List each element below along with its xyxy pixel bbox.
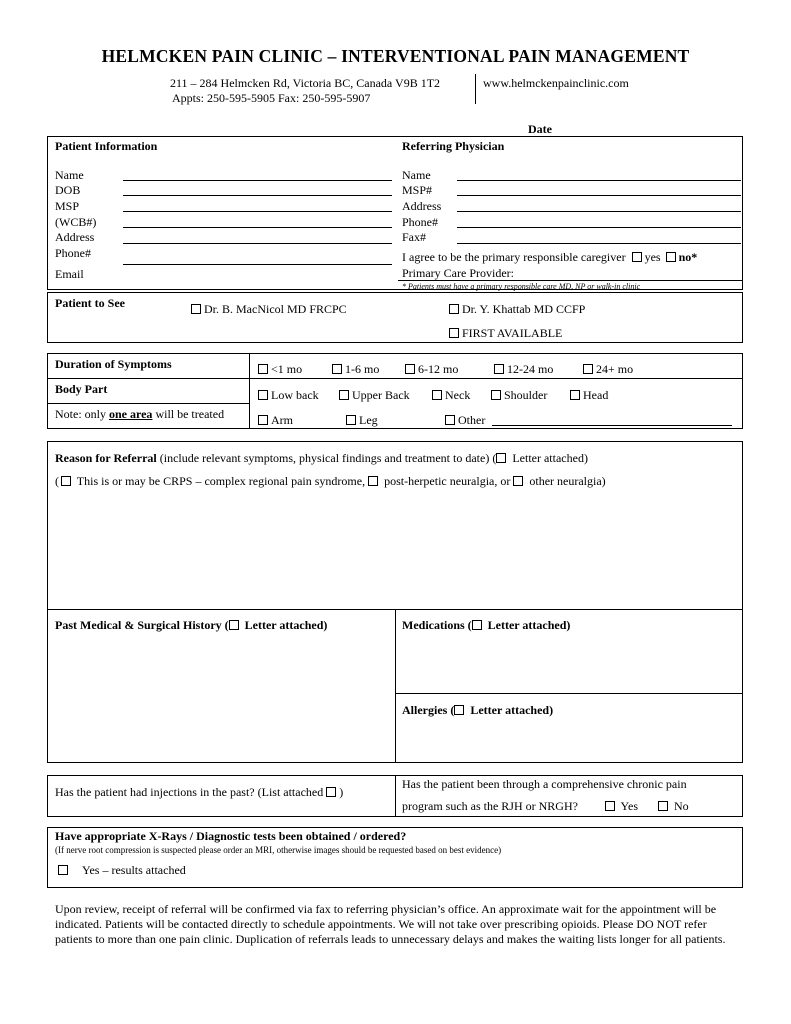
duration-checkbox[interactable] bbox=[494, 364, 504, 374]
body-checkbox[interactable] bbox=[339, 390, 349, 400]
body-label: Leg bbox=[359, 413, 378, 427]
patient-name-field[interactable] bbox=[123, 180, 392, 181]
body-neck bbox=[432, 388, 470, 403]
allergies-text: Allergies ( bbox=[402, 703, 455, 717]
patient-phone-label: Phone# bbox=[55, 246, 91, 260]
caregiver-no-label: no* bbox=[678, 250, 698, 264]
patient-physician-section bbox=[47, 136, 743, 290]
note-text: Note: only bbox=[55, 407, 109, 421]
body-checkbox[interactable] bbox=[570, 390, 580, 400]
duration-checkbox[interactable] bbox=[258, 364, 268, 374]
xray-checkbox[interactable] bbox=[58, 865, 68, 875]
physician-msp-field[interactable] bbox=[457, 195, 741, 196]
duration-1-6 bbox=[332, 362, 379, 377]
medications-checkbox[interactable] bbox=[472, 620, 482, 630]
reason-letter-label: Letter attached) bbox=[509, 451, 588, 465]
physician-address-field[interactable] bbox=[457, 211, 741, 212]
physician-name-label: Name bbox=[402, 168, 431, 182]
crps-label: This is or may be CRPS – complex regional pain syndrome, bbox=[74, 474, 366, 488]
body-checkbox[interactable] bbox=[491, 390, 501, 400]
xray-option bbox=[58, 863, 186, 878]
body-checkbox[interactable] bbox=[432, 390, 442, 400]
duration-label: <1 mo bbox=[271, 362, 303, 376]
duration-heading: Duration of Symptoms bbox=[55, 357, 172, 371]
reason-desc: (include relevant symptoms, physical findings and treatment to date) ( bbox=[156, 451, 497, 465]
letter-attached-label: Letter attached) bbox=[467, 703, 554, 717]
program-no-checkbox[interactable] bbox=[658, 801, 668, 811]
duration-12-24 bbox=[494, 362, 553, 377]
physician-msp-label: MSP# bbox=[402, 183, 433, 197]
injections-question bbox=[55, 785, 343, 800]
patient-address-field[interactable] bbox=[123, 243, 392, 244]
crps-checkbox[interactable] bbox=[61, 476, 71, 486]
reason-crps-line bbox=[55, 474, 606, 489]
phn-label: post-herpetic neuralgia, or bbox=[381, 474, 511, 488]
patient-to-see-section bbox=[47, 292, 743, 343]
caregiver-note: * Patients must have a primary responsible care MD, NP or walk-in clinic bbox=[402, 282, 641, 291]
divider bbox=[47, 403, 249, 404]
patient-wcb-field[interactable] bbox=[123, 227, 392, 228]
body-label: Shoulder bbox=[504, 388, 548, 402]
body-checkbox[interactable] bbox=[346, 415, 356, 425]
clinic-website[interactable]: www.helmckenpainclinic.com bbox=[483, 76, 629, 90]
program-question-1: Has the patient been through a comprehensive chronic pain bbox=[402, 777, 687, 791]
divider bbox=[395, 693, 743, 694]
patient-msp-label: MSP bbox=[55, 199, 80, 213]
patient-address-label: Address bbox=[55, 230, 95, 244]
body-checkbox[interactable] bbox=[258, 415, 268, 425]
caregiver-yes-checkbox[interactable] bbox=[632, 252, 642, 262]
patient-dob-field[interactable] bbox=[123, 195, 392, 196]
physician-heading: Referring Physician bbox=[402, 139, 505, 153]
paren: ( bbox=[55, 474, 59, 488]
body-label: Low back bbox=[271, 388, 319, 402]
caregiver-yes-label: yes bbox=[644, 250, 661, 264]
divider bbox=[249, 353, 250, 429]
body-part-note bbox=[55, 407, 224, 422]
phn-checkbox[interactable] bbox=[368, 476, 378, 486]
duration-label: 1-6 mo bbox=[345, 362, 380, 376]
macnicol-label: Dr. B. MacNicol MD FRCPC bbox=[204, 302, 347, 316]
patient-msp-field[interactable] bbox=[123, 211, 392, 212]
body-arm bbox=[258, 413, 293, 428]
option-macnicol bbox=[191, 302, 347, 317]
footer-notice: Upon review, receipt of referral will be confirmed via fax to referring physician’s office. An approximate wait for the appointment will be indicated. Patients will be contacted directly to schedule appointments. We will not take over prescribing opioids. Please DO NOT refer patients to more than one pain clinic. Duplication of referrals leads to unnecessary delays and makes the waiting lists longer for all patients. bbox=[55, 902, 726, 946]
neuralgia-label: other neuralgia) bbox=[526, 474, 606, 488]
header-divider bbox=[475, 74, 476, 104]
xray-heading: Have appropriate X-Rays / Diagnostic tests been obtained / ordered? bbox=[55, 829, 407, 843]
duration-label: 24+ mo bbox=[596, 362, 634, 376]
divider bbox=[395, 775, 396, 817]
duration-24-plus bbox=[583, 362, 633, 377]
allergies-checkbox[interactable] bbox=[454, 705, 464, 715]
macnicol-checkbox[interactable] bbox=[191, 304, 201, 314]
paren: ) bbox=[339, 785, 344, 799]
medications-text: Medications ( bbox=[402, 618, 472, 632]
patient-email-label: Email bbox=[55, 267, 84, 281]
physician-phone-field[interactable] bbox=[457, 227, 741, 228]
first-available-checkbox[interactable] bbox=[449, 328, 459, 338]
allergies-heading bbox=[402, 703, 553, 718]
note-emphasis: one area bbox=[109, 407, 153, 421]
past-history-checkbox[interactable] bbox=[229, 620, 239, 630]
patient-phone-field[interactable] bbox=[123, 264, 392, 265]
duration-checkbox[interactable] bbox=[405, 364, 415, 374]
body-part-heading: Body Part bbox=[55, 382, 108, 396]
option-first-available bbox=[449, 326, 562, 341]
body-label: Other bbox=[458, 413, 486, 427]
patient-wcb-label: (WCB#) bbox=[55, 215, 97, 229]
duration-less-1 bbox=[258, 362, 302, 377]
physician-phone-label: Phone# bbox=[402, 215, 438, 229]
duration-6-12 bbox=[405, 362, 458, 377]
neuralgia-checkbox[interactable] bbox=[513, 476, 523, 486]
page-title: HELMCKEN PAIN CLINIC – INTERVENTIONAL PAIN MANAGEMENT bbox=[101, 46, 690, 66]
note-text: will be treated bbox=[152, 407, 225, 421]
khattab-label: Dr. Y. Khattab MD CCFP bbox=[462, 302, 586, 316]
program-text: program such as the RJH or NRGH? bbox=[402, 799, 578, 813]
physician-fax-field[interactable] bbox=[457, 243, 741, 244]
injections-text: Has the patient had injections in the past? (List attached bbox=[55, 785, 324, 799]
letter-attached-label: Letter attached) bbox=[241, 618, 328, 632]
medications-heading bbox=[402, 618, 570, 633]
duration-checkbox[interactable] bbox=[583, 364, 593, 374]
injections-checkbox[interactable] bbox=[326, 787, 336, 797]
letter-attached-label: Letter attached) bbox=[484, 618, 571, 632]
option-khattab bbox=[449, 302, 585, 317]
body-label: Arm bbox=[271, 413, 293, 427]
body-label: Head bbox=[583, 388, 609, 402]
duration-label: 6-12 mo bbox=[418, 362, 459, 376]
patient-name-label: Name bbox=[55, 168, 84, 182]
primary-care-label: Primary Care Provider: bbox=[402, 266, 514, 280]
body-leg bbox=[346, 413, 378, 428]
duration-checkbox[interactable] bbox=[332, 364, 342, 374]
body-label: Neck bbox=[445, 388, 471, 402]
body-head bbox=[570, 388, 608, 403]
past-history-heading bbox=[55, 618, 327, 633]
physician-address-label: Address bbox=[402, 199, 442, 213]
body-shoulder bbox=[491, 388, 547, 403]
caregiver-no-checkbox[interactable] bbox=[666, 252, 676, 262]
program-question-2 bbox=[402, 799, 689, 814]
past-history-text: Past Medical & Surgical History ( bbox=[55, 618, 229, 632]
caregiver-text: I agree to be the primary responsible caregiver bbox=[402, 250, 626, 264]
date-label: Date bbox=[528, 122, 552, 136]
caregiver-agreement bbox=[402, 250, 697, 265]
khattab-checkbox[interactable] bbox=[449, 304, 459, 314]
physician-fax-label: Fax# bbox=[402, 230, 426, 244]
clinic-address: 211 – 284 Helmcken Rd, Victoria BC, Canada V9B 1T2 bbox=[170, 76, 441, 90]
duration-label: 12-24 mo bbox=[507, 362, 554, 376]
xray-note: (If nerve root compression is suspected please order an MRI, otherwise images should be requested based on best evidence) bbox=[55, 845, 502, 855]
body-checkbox[interactable] bbox=[445, 415, 455, 425]
patient-dob-label: DOB bbox=[55, 183, 81, 197]
primary-care-field[interactable] bbox=[398, 280, 742, 281]
xray-option-label: Yes – results attached bbox=[82, 863, 186, 877]
reason-heading-line bbox=[55, 451, 588, 466]
program-yes-checkbox[interactable] bbox=[605, 801, 615, 811]
body-upper-back bbox=[339, 388, 410, 403]
reason-heading: Reason for Referral bbox=[55, 451, 157, 465]
program-yes-label: Yes bbox=[620, 799, 638, 813]
patient-to-see-heading: Patient to See bbox=[55, 296, 125, 310]
patient-info-heading: Patient Information bbox=[55, 139, 158, 153]
first-available-label: FIRST AVAILABLE bbox=[462, 326, 563, 340]
reason-letter-checkbox[interactable] bbox=[496, 453, 506, 463]
program-no-label: No bbox=[674, 799, 689, 813]
body-label: Upper Back bbox=[352, 388, 410, 402]
body-other bbox=[445, 413, 485, 428]
body-checkbox[interactable] bbox=[258, 390, 268, 400]
body-low-back bbox=[258, 388, 319, 403]
body-other-field[interactable] bbox=[492, 425, 732, 426]
divider bbox=[395, 609, 396, 763]
clinic-phones: Appts: 250-595-5905 Fax: 250-595-5907 bbox=[172, 91, 371, 105]
physician-name-field[interactable] bbox=[457, 180, 741, 181]
divider bbox=[47, 378, 743, 379]
